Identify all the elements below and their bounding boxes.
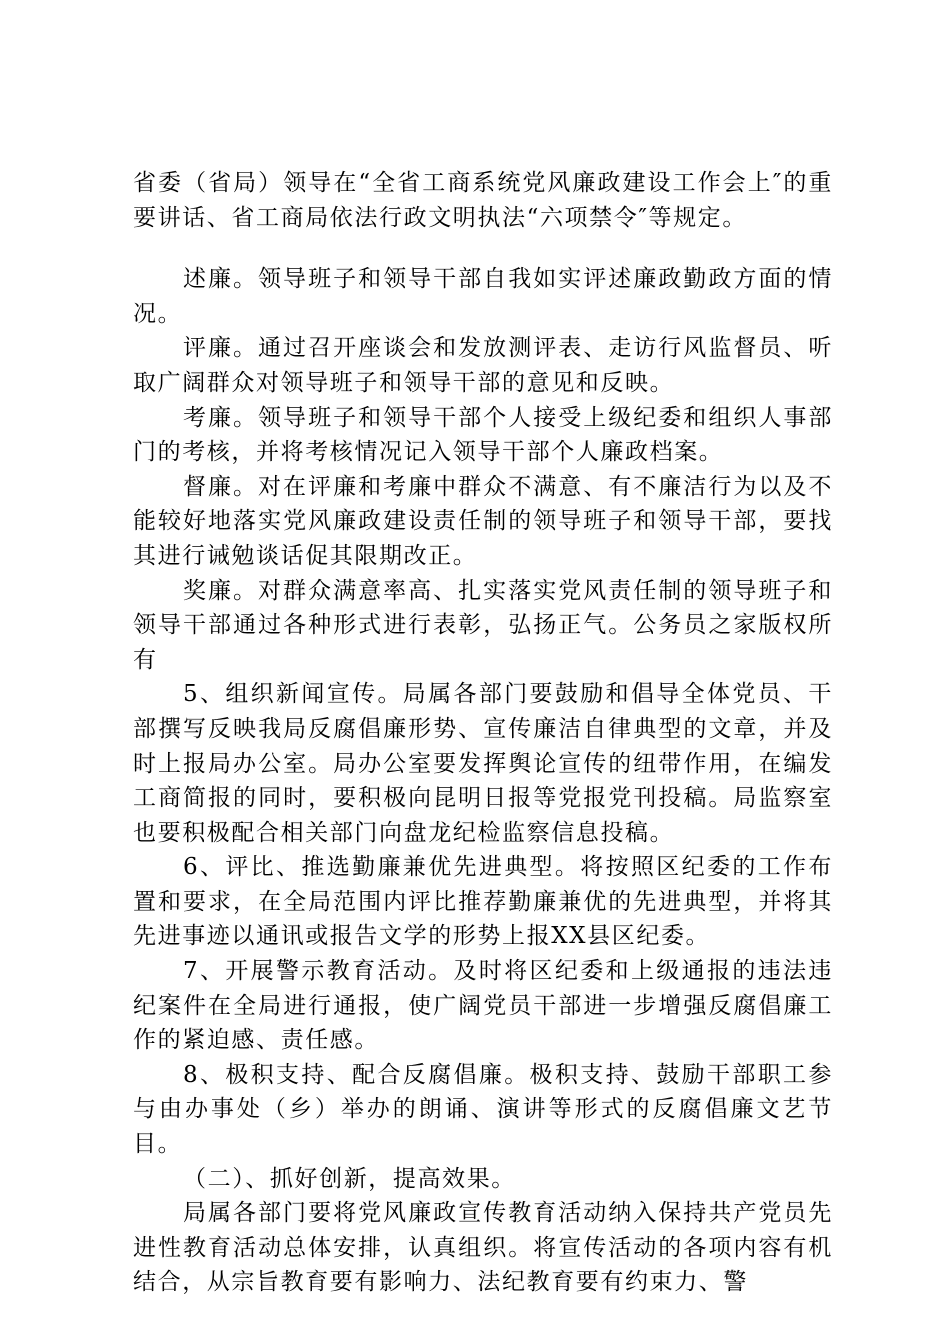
paragraph-item-8: 8、极积支持、配合反腐倡廉。极积支持、鼓励干部职工参与由办事处（乡）举办的朗诵、演讲等形式的反腐倡廉文艺节目。	[133, 1061, 833, 1158]
document-page	[133, 166, 833, 1300]
paragraph-shu-lian: 述廉。领导班子和领导干部自我如实评述廉政勤政方面的情况。	[133, 266, 833, 327]
paragraph-jiang-lian: 奖廉。对群众满意率高、扎实落实党风责任制的领导班子和领导干部通过各种形式进行表彰，弘扬正气。公务员之家版权所有	[133, 577, 833, 673]
paragraph-ping-lian: 评廉。通过召开座谈会和发放测评表、走访行风监督员、听取广阔群众对领导班子和领导干部的意见和反映。	[133, 335, 833, 396]
paragraph-du-lian: 督廉。对在评廉和考廉中群众不满意、有不廉洁行为以及不能较好地落实党风廉政建设责任制的领导班子和领导干部，要找其进行诫勉谈话促其限期改正。	[133, 473, 833, 569]
paragraph-section-body: 局属各部门要将党风廉政宣传教育活动纳入保持共产党员先进性教育活动总体安排，认真组织。将宣传活动的各项内容有机结合，从宗旨教育要有影响力、法纪教育要有约束力、警	[133, 1200, 833, 1296]
paragraph-item-7: 7、开展警示教育活动。及时将区纪委和上级通报的违法违纪案件在全局进行通报，使广阔党员干部进一步增强反腐倡廉工作的紧迫感、责任感。	[133, 958, 833, 1054]
paragraph-item-5: 5、组织新闻宣传。局属各部门要鼓励和倡导全体党员、干部撰写反映我局反腐倡廉形势、宣传廉洁自律典型的文章，并及时上报局办公室。局办公室要发挥舆论宣传的纽带作用，在编发工商简报的同时，要积极向昆明日报等党报党刊投稿。局监察室也要积极配合相关部门向盘龙纪检监察信息投稿。	[133, 681, 833, 846]
section-heading: （二）、抓好创新，提高效果。	[183, 1165, 516, 1192]
paragraph-intro-continuation: 省委（省局）领导在“全省工商系统党风廉政建设工作会上″的重要讲话、省工商局依法行政文明执法“六项禁令″等规定。	[133, 170, 833, 231]
paragraph-kao-lian: 考廉。领导班子和领导干部个人接受上级纪委和组织人事部门的考核，并将考核情况记入领导干部个人廉政档案。	[133, 404, 833, 466]
paragraph-item-6: 6、评比、推选勤廉兼优先进典型。将按照区纪委的工作布置和要求，在全局范围内评比推荐勤廉兼优的先进典型，并将其先进事迹以通讯或报告文学的形势上报XX县区纪委。	[133, 854, 833, 950]
